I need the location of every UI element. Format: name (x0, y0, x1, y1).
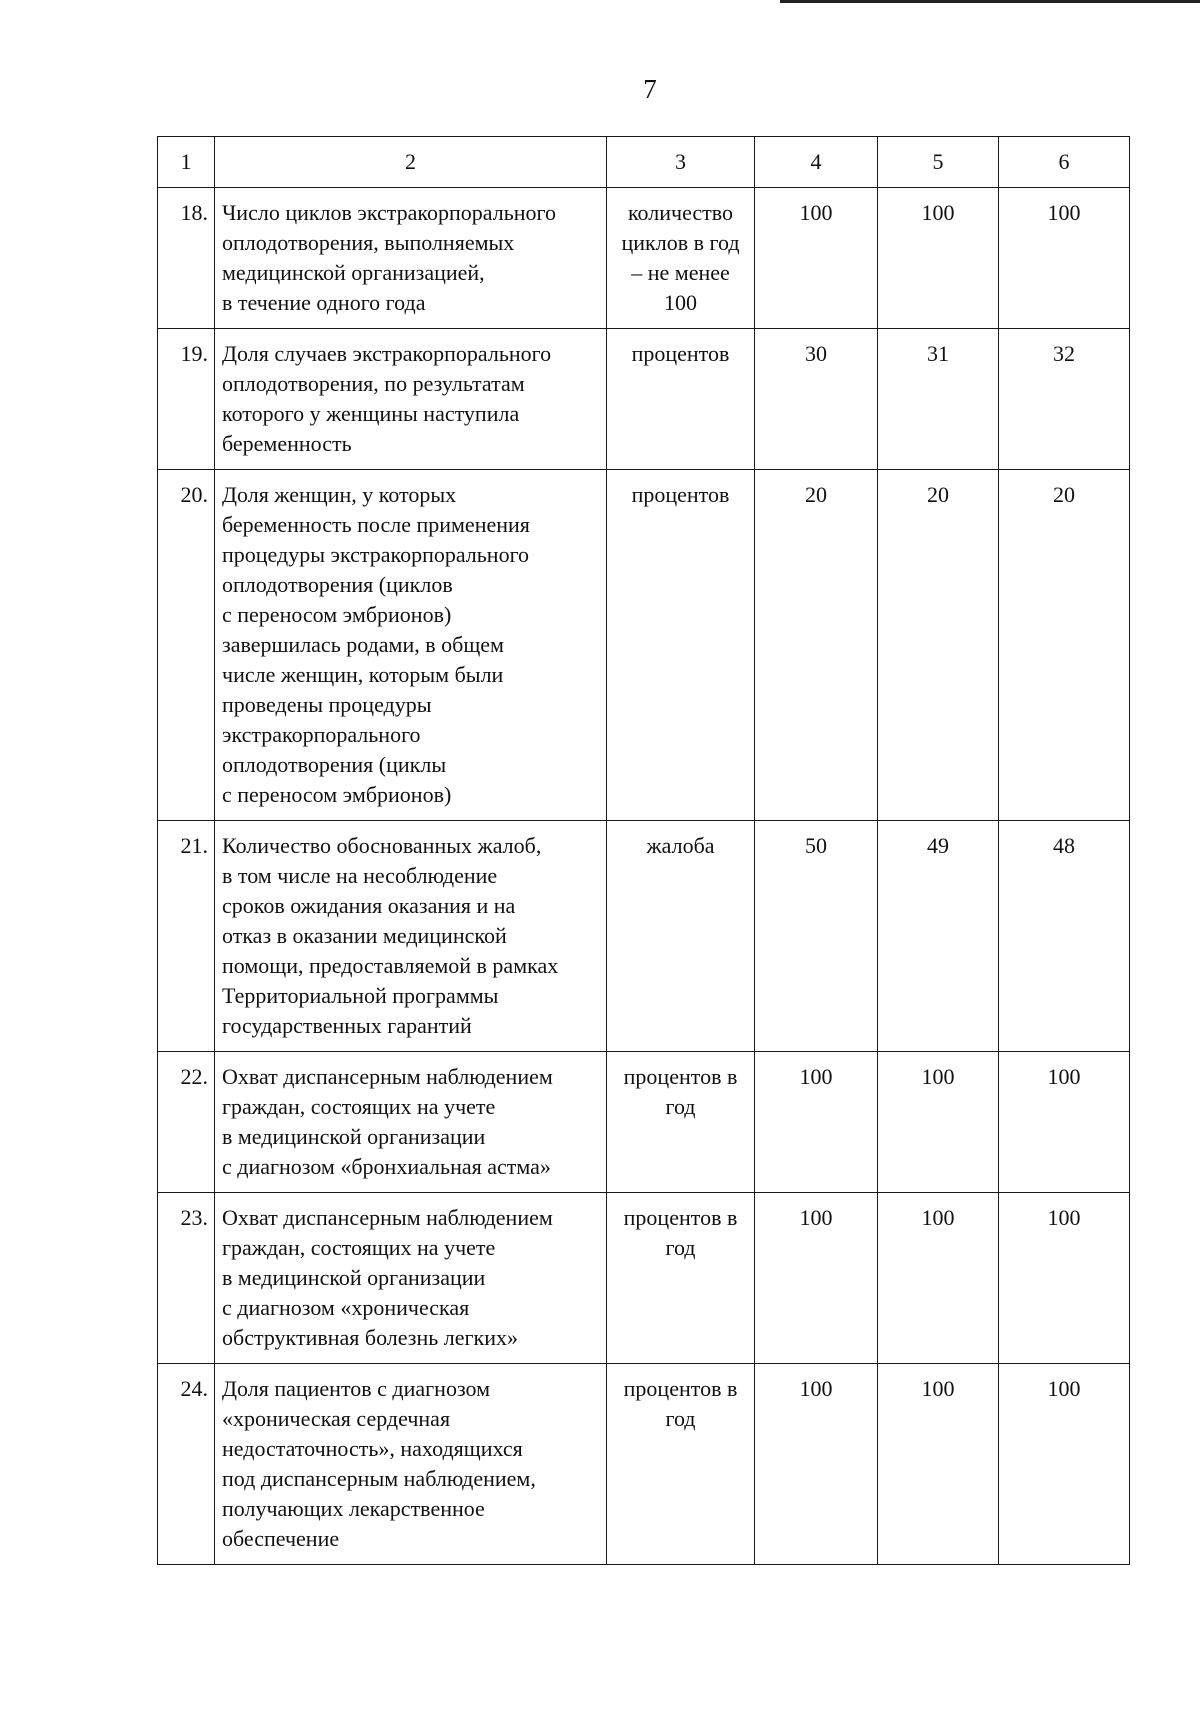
target-value-col-6: 100 (999, 188, 1130, 329)
target-value-col-6: 48 (999, 821, 1130, 1052)
indicator-name-line: в медицинской организации (222, 1124, 486, 1149)
row-number: 24. (158, 1364, 215, 1565)
table-row (158, 821, 1130, 1052)
indicator-name-line: проведены процедуры (222, 692, 432, 717)
unit-line: циклов в год (621, 230, 740, 255)
indicator-name-line: Территориальной программы (222, 983, 499, 1008)
indicator-name-line: числе женщин, которым были (222, 662, 504, 687)
target-value-col-6: 100 (999, 1364, 1130, 1565)
indicator-name-line: с диагнозом «бронхиальная астма» (222, 1154, 551, 1179)
indicator-name-line: Доля женщин, у которых (222, 482, 457, 507)
table-row (158, 1193, 1130, 1364)
target-value-col-6: 100 (999, 1052, 1130, 1193)
indicator-name-line: в течение одного года (222, 290, 426, 315)
table-row (158, 470, 1130, 821)
indicator-name-line: в медицинской организации (222, 1265, 486, 1290)
indicator-name-line: с переносом эмбрионов) (222, 602, 452, 627)
unit-line: 100 (664, 290, 697, 315)
unit-of-measure (607, 1193, 755, 1364)
indicator-name-line: получающих лекарственное (222, 1496, 485, 1521)
target-value-col-5: 100 (878, 1052, 999, 1193)
row-number: 21. (158, 821, 215, 1052)
indicator-name-line: Число циклов экстракорпорального (222, 200, 556, 225)
indicator-name-line: медицинской организацией, (222, 260, 485, 285)
indicator-name-line: оплодотворения, по результатам (222, 371, 525, 396)
indicator-name-line: с диагнозом «хроническая (222, 1295, 470, 1320)
target-value-col-4: 50 (755, 821, 878, 1052)
indicator-name-line: в том числе на несоблюдение (222, 863, 498, 888)
indicator-name-line: беременность (222, 431, 352, 456)
target-value-col-4: 100 (755, 1364, 878, 1565)
unit-line: процентов в (623, 1205, 738, 1230)
indicator-name-line: Доля пациентов с диагнозом (222, 1376, 491, 1401)
unit-line: количество (627, 200, 734, 225)
indicator-name (215, 821, 607, 1052)
indicator-name-line: граждан, состоящих на учете (222, 1094, 496, 1119)
unit-of-measure (607, 1052, 755, 1193)
indicator-name (215, 470, 607, 821)
indicators-table-body (158, 137, 1130, 1565)
target-value-col-5: 100 (878, 1364, 999, 1565)
top-border-line (780, 0, 1200, 3)
unit-of-measure (607, 329, 755, 470)
unit-line: жалоба (646, 833, 715, 858)
indicator-name-line: обструктивная болезнь легких» (222, 1325, 519, 1350)
indicator-name-line: беременность после применения (222, 512, 530, 537)
header-cell: 1 (158, 137, 215, 188)
header-cell: 6 (999, 137, 1130, 188)
indicator-name-line: Охват диспансерным наблюдением (222, 1064, 553, 1089)
header-row (158, 137, 1130, 188)
indicator-name-line: Охват диспансерным наблюдением (222, 1205, 553, 1230)
target-value-col-5: 100 (878, 188, 999, 329)
unit-of-measure (607, 821, 755, 1052)
target-value-col-5: 31 (878, 329, 999, 470)
target-value-col-6: 100 (999, 1193, 1130, 1364)
unit-line: – не менее (631, 260, 730, 285)
indicator-name-line: государственных гарантий (222, 1013, 472, 1038)
unit-line: процентов (631, 341, 730, 366)
target-value-col-4: 20 (755, 470, 878, 821)
target-value-col-4: 100 (755, 188, 878, 329)
row-number: 19. (158, 329, 215, 470)
unit-of-measure (607, 188, 755, 329)
target-value-col-5: 49 (878, 821, 999, 1052)
indicator-name-line: под диспансерным наблюдением, (222, 1466, 536, 1491)
indicator-name-line: оплодотворения (циклов (222, 572, 453, 597)
page-number: 7 (643, 74, 657, 104)
target-value-col-6: 20 (999, 470, 1130, 821)
indicator-name-line: отказ в оказании медицинской (222, 923, 507, 948)
table-row (158, 1052, 1130, 1193)
unit-line: процентов (631, 482, 730, 507)
unit-of-measure (607, 1364, 755, 1565)
header-cell: 5 (878, 137, 999, 188)
indicator-name-line: Количество обоснованных жалоб, (222, 833, 542, 858)
indicator-name-line: процедуры экстракорпорального (222, 542, 530, 567)
target-value-col-6: 32 (999, 329, 1130, 470)
indicator-name-line: граждан, состоящих на учете (222, 1235, 496, 1260)
row-number: 23. (158, 1193, 215, 1364)
unit-line: процентов в (623, 1376, 738, 1401)
unit-line: год (665, 1406, 696, 1431)
indicator-name (215, 329, 607, 470)
indicator-name-line: которого у женщины наступила (222, 401, 520, 426)
row-number: 22. (158, 1052, 215, 1193)
unit-line: процентов в (623, 1064, 738, 1089)
table-row (158, 188, 1130, 329)
target-value-col-5: 100 (878, 1193, 999, 1364)
indicators-table (157, 136, 1130, 1565)
indicator-name-line: оплодотворения (циклы (222, 752, 447, 777)
row-number: 20. (158, 470, 215, 821)
target-value-col-4: 30 (755, 329, 878, 470)
target-value-col-4: 100 (755, 1052, 878, 1193)
indicator-name (215, 1193, 607, 1364)
header-cell: 2 (215, 137, 607, 188)
indicator-name-line: завершилась родами, в общем (222, 632, 504, 657)
unit-of-measure (607, 470, 755, 821)
indicator-name (215, 1052, 607, 1193)
indicator-name (215, 1364, 607, 1565)
target-value-col-4: 100 (755, 1193, 878, 1364)
table-row (158, 1364, 1130, 1565)
indicator-name-line: Доля случаев экстракорпорального (222, 341, 552, 366)
indicator-name-line: оплодотворения, выполняемых (222, 230, 515, 255)
indicator-name-line: «хроническая сердечная (222, 1406, 451, 1431)
header-cell: 3 (607, 137, 755, 188)
indicator-name-line: сроков ожидания оказания и на (222, 893, 516, 918)
indicator-name (215, 188, 607, 329)
header-cell: 4 (755, 137, 878, 188)
unit-line: год (665, 1094, 696, 1119)
indicator-name-line: недостаточность», находящихся (222, 1436, 523, 1461)
unit-line: год (665, 1235, 696, 1260)
indicator-name-line: экстракорпорального (222, 722, 421, 747)
indicator-name-line: обеспечение (222, 1526, 340, 1551)
target-value-col-5: 20 (878, 470, 999, 821)
row-number: 18. (158, 188, 215, 329)
indicator-name-line: помощи, предоставляемой в рамках (222, 953, 559, 978)
indicator-name-line: с переносом эмбрионов) (222, 782, 452, 807)
table-row (158, 329, 1130, 470)
